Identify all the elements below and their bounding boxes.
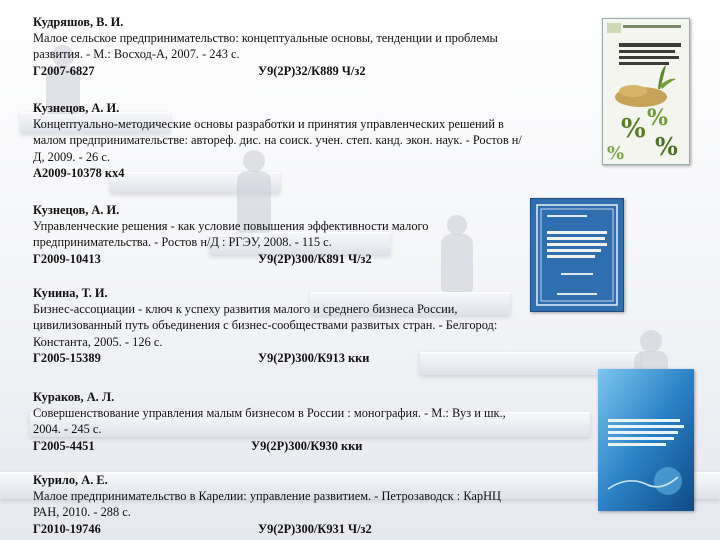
bib-entry <box>33 285 523 366</box>
entry-shelfmark: У9(2Р)300/К931 Ч/з2 <box>258 521 372 536</box>
bib-entry <box>33 100 523 181</box>
svg-text:%: % <box>607 143 625 164</box>
entry-inventory-number: Г2009-10413 <box>33 251 101 266</box>
book-cover-illustration <box>598 369 694 511</box>
entry-author: Кураков, А. Л. <box>33 390 115 404</box>
entry-shelfmark: У9(2Р)300/К891 Ч/з2 <box>258 251 372 266</box>
bib-entry <box>33 389 523 454</box>
entry-description: Совершенствование управления малым бизнесом в России : монография. - М.: Вуз и шк., 2004. - 245 с. <box>33 406 506 437</box>
entry-codes <box>33 521 523 537</box>
entry-inventory-number: Г2010-19746 <box>33 521 101 536</box>
entry-codes <box>33 350 523 366</box>
bib-entry <box>33 202 523 267</box>
entry-codes <box>33 165 523 181</box>
entry-author: Кунина, Т. И. <box>33 286 108 300</box>
svg-text:%: % <box>655 132 678 161</box>
entry-shelfmark: У9(2Р)300/К930 кки <box>251 438 363 453</box>
entry-shelfmark: У9(2Р)32/К889 Ч/з2 <box>258 63 366 78</box>
entry-inventory-number: Г2005-15389 <box>33 350 101 365</box>
entry-shelfmark: У9(2Р)300/К913 кки <box>258 350 370 365</box>
entry-inventory-number: Г2007-6827 <box>33 63 95 78</box>
entry-description: Малое предпринимательство в Карелии: управление развитием. - Петрозаводск : КарНЦ РАН, 2010. - 288 с. <box>33 489 502 520</box>
entry-author: Кудряшов, В. И. <box>33 15 124 29</box>
entry-description: Бизнес-ассоциации - ключ к успеху развития малого и среднего бизнеса России, цивилизованный путь объединения с бизнес-сообществами развитых стран. - Белгород: Константа, 2005. - 126 с. <box>33 302 498 349</box>
entry-description: Концептуально-методические основы разработки и принятия управленческих решений в малом предпринимательстве: автореф. дис. на соиск. учен. степ. канд. экон. наук. - Ростов н/Д, 2009. - 26 с. <box>33 117 522 164</box>
book-cover-illustration <box>603 19 689 164</box>
book-cover-image <box>530 198 624 312</box>
svg-text:%: % <box>647 105 668 131</box>
book-cover-image <box>602 18 690 165</box>
entry-author: Кузнецов, А. И. <box>33 101 120 115</box>
entry-author: Кузнецов, А. И. <box>33 203 120 217</box>
entry-author: Курило, А. Е. <box>33 473 108 487</box>
bib-entry <box>33 472 523 537</box>
bib-entry <box>33 14 523 79</box>
book-cover-illustration <box>531 199 623 311</box>
entry-codes <box>33 63 523 79</box>
entry-description: Управленческие решения - как условие повышения эффективности малого предпринимательства. - Ростов н/Д : РГЭУ, 2008. - 115 с. <box>33 219 429 250</box>
entry-inventory-number: А2009-10378 кх4 <box>33 165 125 180</box>
book-cover-image <box>598 369 694 511</box>
svg-text:%: % <box>621 114 646 144</box>
entry-codes <box>33 438 523 454</box>
entry-inventory-number: Г2005-4451 <box>33 438 95 453</box>
entry-description: Малое сельское предпринимательство: концептуальные основы, тенденции и проблемы развития. - М.: Восход-А, 2007. - 243 с. <box>33 31 498 62</box>
entry-codes <box>33 251 523 267</box>
